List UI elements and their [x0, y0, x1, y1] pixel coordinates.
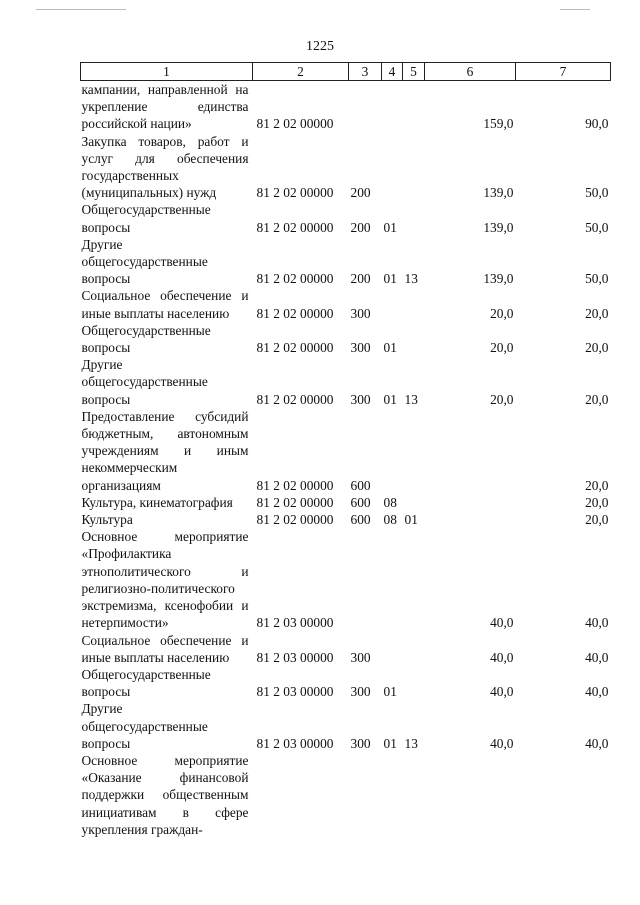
row-col7-cell: 20,0	[585, 391, 609, 407]
row-code-cell: 81 2 02 00000	[256, 494, 334, 510]
row-col7-cell: 20,0	[585, 477, 609, 493]
table-row	[81, 752, 611, 838]
row-col4-cell: 01	[383, 340, 397, 356]
table-row	[81, 700, 611, 752]
row-col5-cell	[403, 752, 425, 838]
row-col7-cell: 50,0	[585, 185, 609, 201]
row-col6-cell: 139,0	[483, 219, 514, 235]
row-col7-cell: 40,0	[585, 735, 609, 751]
row-col3-cell: 300	[350, 735, 371, 751]
row-col4-cell	[382, 408, 403, 494]
row-code-cell: 81 2 02 00000	[256, 512, 334, 528]
table-row	[81, 81, 611, 133]
table-row	[81, 408, 611, 494]
row-col3-cell: 200	[350, 271, 371, 287]
row-col4-cell: 01	[383, 219, 397, 235]
row-code-cell: 81 2 02 00000	[256, 305, 334, 321]
row-col3-cell: 300	[350, 684, 371, 700]
row-col7-cell: 20,0	[585, 305, 609, 321]
row-name-cell: кампании, направленной на укрепление единства российской нации»	[81, 82, 249, 132]
row-code-cell: 81 2 02 00000	[256, 391, 334, 407]
row-col3-cell	[349, 81, 382, 133]
table-row	[81, 528, 611, 631]
row-col3-cell: 600	[350, 477, 371, 493]
row-name-cell: Основное мероприятие «Оказание финансовой поддержки общественным инициативам в сфере укрепления граждан-	[81, 752, 249, 837]
row-col3-cell: 300	[350, 340, 371, 356]
row-code-cell: 81 2 03 00000	[256, 684, 334, 700]
row-col5-cell	[403, 81, 425, 133]
page-number: 1225	[306, 39, 334, 54]
row-col3-cell: 200	[350, 219, 371, 235]
row-col7-cell: 40,0	[585, 649, 609, 665]
column-header: 1	[81, 63, 253, 81]
column-header: 2	[253, 63, 349, 81]
row-code-cell: 81 2 02 00000	[256, 477, 334, 493]
row-col3-cell: 200	[350, 185, 371, 201]
table-row	[81, 201, 611, 235]
table-header-row	[81, 63, 611, 81]
row-col3-cell: 300	[350, 305, 371, 321]
row-code-cell: 81 2 02 00000	[256, 219, 334, 235]
column-header: 5	[403, 63, 425, 81]
row-col4-cell	[382, 287, 403, 321]
row-col7-cell: 20,0	[585, 512, 609, 528]
row-col6-cell: 139,0	[483, 271, 514, 287]
row-code-cell: 81 2 03 00000	[256, 735, 334, 751]
row-name-cell: Общегосударственные вопросы	[81, 322, 211, 356]
row-col5-cell	[403, 494, 425, 511]
row-col7-cell: 90,0	[585, 116, 609, 132]
row-col5-cell: 13	[404, 391, 418, 407]
table-row	[81, 666, 611, 700]
row-col5-cell	[403, 287, 425, 321]
row-code-cell: 81 2 02 00000	[256, 185, 334, 201]
table-body	[81, 81, 611, 838]
row-name-cell: Другие общегосударственные вопросы	[81, 701, 208, 751]
row-col4-cell	[382, 528, 403, 631]
row-name-cell: Социальное обеспечение и иные выплаты населению	[81, 288, 249, 321]
row-code-cell: 81 2 02 00000	[256, 271, 334, 287]
row-name-cell: Социальное обеспечение и иные выплаты населению	[81, 632, 249, 665]
table-row	[81, 511, 611, 528]
table-row	[81, 494, 611, 511]
row-col7-cell: 50,0	[585, 219, 609, 235]
row-col4-cell: 01	[383, 684, 397, 700]
row-col5-cell	[403, 528, 425, 631]
row-col5-cell	[403, 133, 425, 202]
row-name-cell: Основное мероприятие «Профилактика этнополитического и религиозно-политического экстремизма, ксенофобии и нетерпимости»	[81, 529, 249, 631]
row-col7-cell: 40,0	[585, 615, 609, 631]
row-col5-cell	[403, 201, 425, 235]
row-code-cell: 81 2 02 00000	[256, 116, 334, 132]
row-name-cell: Культура, кинематография	[81, 494, 233, 510]
row-col6-cell: 40,0	[490, 684, 514, 700]
column-header: 7	[516, 63, 611, 81]
row-code-cell	[253, 752, 349, 838]
table-row	[81, 632, 611, 666]
row-col4-cell: 01	[383, 735, 397, 751]
row-name-cell: Предоставление субсидий бюджетным, автономным учреждениям и иным некоммерческим организациям	[81, 408, 249, 493]
row-col6-cell: 40,0	[490, 615, 514, 631]
row-name-cell: Закупка товаров, работ и услуг для обеспечения государственных (муниципальных) нужд	[81, 133, 249, 201]
row-col6-cell: 159,0	[483, 116, 514, 132]
row-col6-cell: 40,0	[490, 735, 514, 751]
column-header: 4	[382, 63, 403, 81]
row-col5-cell	[403, 408, 425, 494]
table-row	[81, 322, 611, 356]
row-col7-cell: 20,0	[585, 340, 609, 356]
row-col5-cell	[403, 666, 425, 700]
row-col4-cell: 01	[383, 391, 397, 407]
row-col6-cell: 20,0	[490, 305, 514, 321]
row-col6-cell	[425, 752, 516, 838]
column-header: 3	[349, 63, 382, 81]
row-col7-cell	[516, 752, 611, 838]
row-name-cell: Общегосударственные вопросы	[81, 202, 211, 235]
row-code-cell: 81 2 03 00000	[256, 615, 334, 631]
table-row	[81, 287, 611, 321]
row-col3-cell: 600	[350, 494, 371, 510]
scan-artifact-line	[560, 9, 590, 10]
row-col5-cell: 13	[404, 735, 418, 751]
row-col6-cell: 40,0	[490, 649, 514, 665]
row-col7-cell: 40,0	[585, 684, 609, 700]
row-col5-cell	[403, 322, 425, 356]
row-col6-cell: 20,0	[490, 340, 514, 356]
table-row	[81, 133, 611, 202]
row-col3-cell	[349, 752, 382, 838]
row-name-cell: Другие общегосударственные вопросы	[81, 236, 208, 287]
row-col5-cell	[403, 632, 425, 666]
row-col6-cell: 20,0	[490, 391, 514, 407]
row-col6-cell	[425, 408, 516, 494]
scan-artifact-line	[36, 9, 126, 10]
table-row	[81, 356, 611, 408]
row-col3-cell: 300	[350, 649, 371, 665]
budget-table	[80, 62, 611, 838]
row-col3-cell	[349, 528, 382, 631]
row-code-cell: 81 2 03 00000	[256, 649, 334, 665]
row-col4-cell	[382, 133, 403, 202]
row-col6-cell	[425, 511, 516, 528]
row-name-cell: Культура	[81, 512, 133, 528]
row-col4-cell: 01	[383, 271, 397, 287]
row-col3-cell: 300	[350, 391, 371, 407]
row-col4-cell	[382, 632, 403, 666]
row-col5-cell: 13	[404, 271, 418, 287]
row-name-cell: Общегосударственные вопросы	[81, 666, 211, 700]
row-col6-cell	[425, 494, 516, 511]
row-col7-cell: 50,0	[585, 271, 609, 287]
row-col4-cell	[382, 81, 403, 133]
table-row	[81, 236, 611, 288]
row-col3-cell: 600	[350, 512, 371, 528]
row-col4-cell: 08	[383, 512, 397, 528]
row-col4-cell: 08	[383, 494, 397, 510]
column-header: 6	[425, 63, 516, 81]
row-col7-cell: 20,0	[585, 494, 609, 510]
row-name-cell: Другие общегосударственные вопросы	[81, 357, 208, 407]
row-code-cell: 81 2 02 00000	[256, 340, 334, 356]
row-col6-cell: 139,0	[483, 185, 514, 201]
row-col5-cell: 01	[404, 512, 418, 528]
row-col4-cell	[382, 752, 403, 838]
